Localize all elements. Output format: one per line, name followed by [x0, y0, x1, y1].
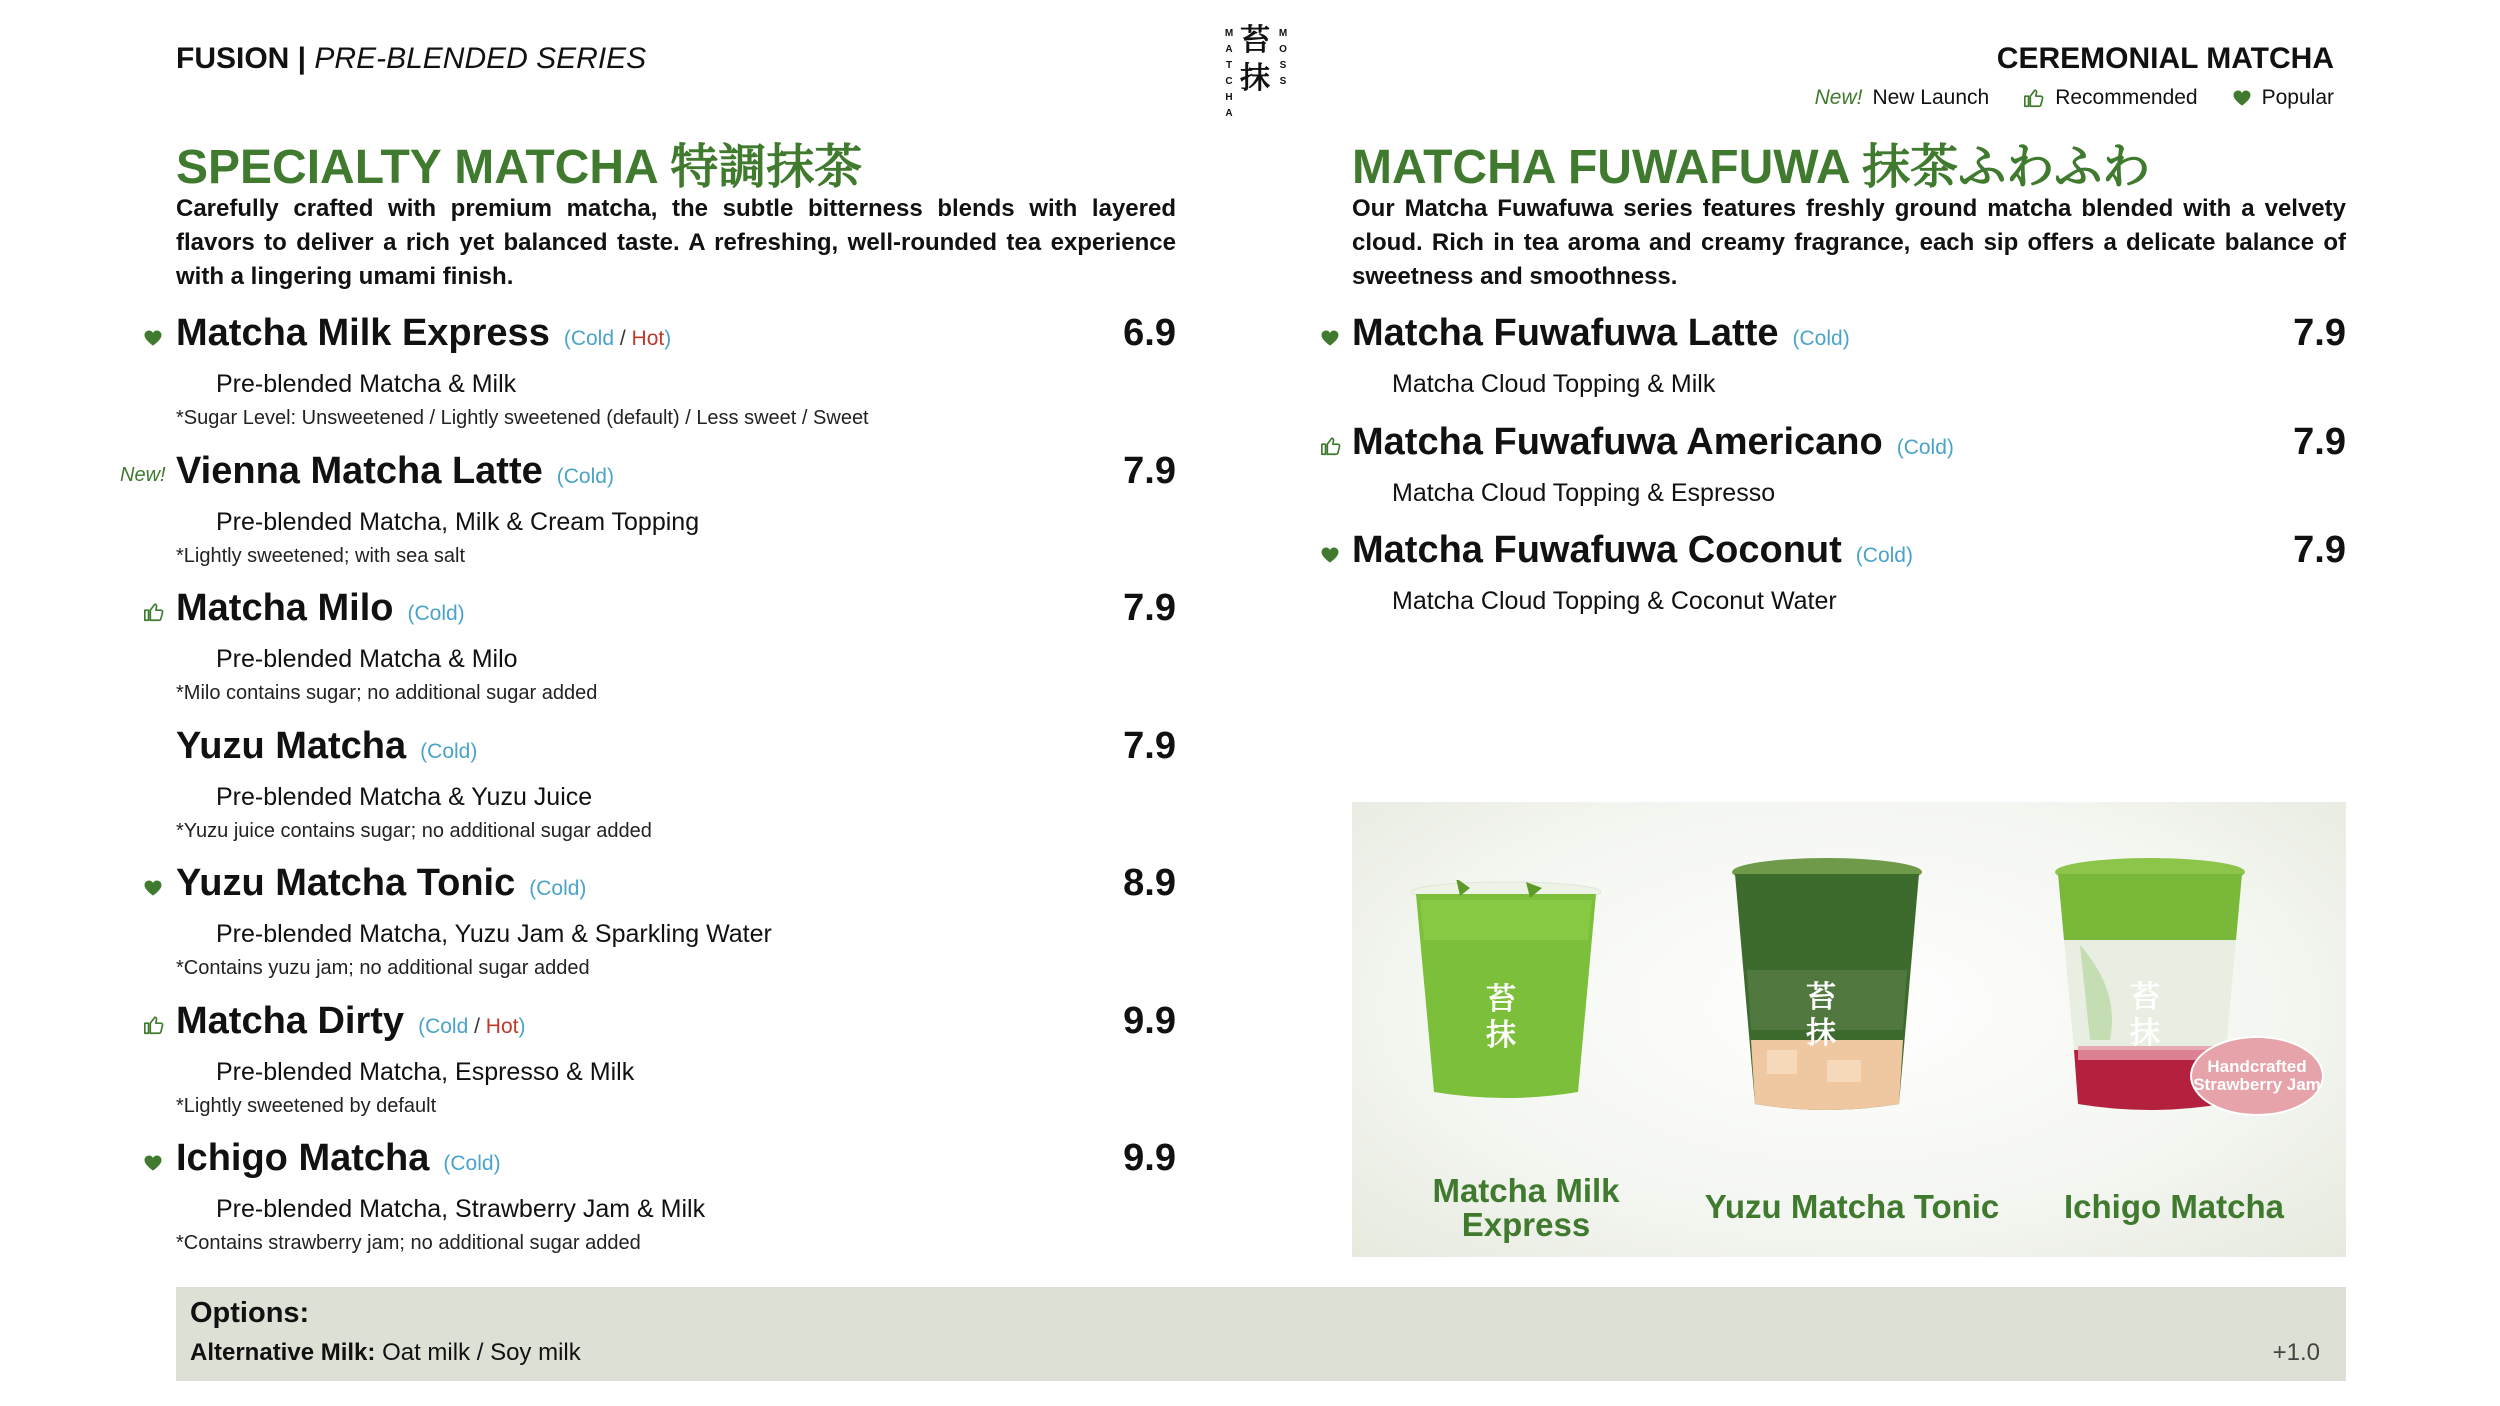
item-description: Matcha Cloud Topping & Espresso — [1392, 478, 1776, 507]
menu-item — [1352, 312, 2346, 422]
menu-item — [176, 862, 1176, 979]
item-name: Matcha Dirty (Cold / Hot) — [176, 999, 526, 1042]
temperature-options: (Cold) — [556, 464, 614, 488]
legend — [1815, 86, 2334, 110]
menu-item — [176, 449, 1176, 567]
popular-heart-icon — [1320, 545, 1340, 570]
item-price: 7.9 — [2293, 529, 2346, 571]
cup-logo: 苔 抹 — [1806, 980, 1836, 1051]
item-price: 7.9 — [2293, 312, 2346, 354]
brand-logo — [1222, 22, 1290, 119]
item-name: Vienna Matcha Latte (Cold) — [176, 449, 614, 492]
legend-popular-label: Popular — [2261, 86, 2334, 109]
menu-item — [1352, 421, 2346, 531]
popular-heart-icon — [143, 328, 163, 353]
recommended-thumbs-up-icon — [143, 601, 165, 628]
logo-right-letters: M O S S — [1278, 28, 1288, 87]
temperature-options: (Cold) — [529, 877, 587, 900]
item-description: Pre-blended Matcha, Espresso & Milk — [216, 1057, 635, 1086]
menu-item — [176, 724, 1176, 842]
temperature-options: (Cold) — [1855, 544, 1913, 567]
item-name: Ichigo Matcha (Cold) — [176, 1137, 501, 1179]
item-price: 7.9 — [1123, 587, 1176, 629]
item-price: 7.9 — [2293, 420, 2346, 463]
legend-recommended-label: Recommended — [2055, 86, 2198, 109]
item-name: Matcha Fuwafuwa Americano (Cold) — [1352, 420, 1954, 463]
item-note: *Lightly sweetened by default — [176, 1094, 437, 1117]
specialty-title: SPECIALTY MATCHA 特調抹茶 — [176, 141, 863, 194]
cup-logo: 苔 抹 — [1486, 982, 1516, 1053]
item-price: 8.9 — [1123, 862, 1176, 904]
temperature-options: (Cold) — [407, 602, 465, 625]
item-note: *Contains yuzu jam; no additional sugar added — [176, 957, 590, 979]
handcrafted-jam-badge: Handcrafted Strawberry Jam — [2190, 1036, 2324, 1116]
item-name: Yuzu Matcha (Cold) — [176, 724, 478, 767]
temperature-options: (Cold) — [1896, 435, 1954, 459]
temperature-options: (Cold) — [420, 739, 478, 763]
caption-matcha-milk-express: Matcha Milk Express — [1432, 1172, 1620, 1243]
item-description: Matcha Cloud Topping & Milk — [1392, 370, 1716, 398]
item-description: Pre-blended Matcha & Milk — [216, 370, 517, 398]
item-name: Yuzu Matcha Tonic (Cold) — [176, 862, 587, 904]
item-price: 7.9 — [1123, 449, 1176, 492]
heart-icon — [2232, 88, 2252, 108]
menu-item — [176, 312, 1176, 429]
item-description: Matcha Cloud Topping & Coconut Water — [1392, 587, 1837, 615]
menu-item — [176, 1137, 1176, 1254]
series-title: FUSION | PRE-BLENDED SERIES — [176, 42, 647, 75]
item-price: 9.9 — [1123, 1137, 1176, 1179]
cup-logo: 苔 抹 — [2130, 980, 2160, 1051]
recommended-thumbs-up-icon — [143, 1014, 165, 1041]
item-note: *Milo contains sugar; no additional sugar added — [176, 682, 598, 704]
fuwafuwa-title: MATCHA FUWAFUWA 抹茶ふわふわ — [1352, 141, 2151, 194]
temperature-options: (Cold / Hot) — [418, 1014, 526, 1038]
item-description: Pre-blended Matcha, Milk & Cream Topping — [216, 507, 700, 536]
item-note: *Contains strawberry jam; no additional sugar added — [176, 1232, 641, 1254]
recommended-thumbs-up-icon — [1320, 435, 1342, 462]
fuwafuwa-description: Our Matcha Fuwafuwa series features freshly ground matcha blended with a velvety cloud. Rich in tea aroma and creamy fragrance, each sip offers a delicate balance of sweetness and smoothness. — [1352, 195, 2346, 290]
options-price: +1.0 — [2272, 1339, 2320, 1366]
options-title: Options: — [190, 1297, 310, 1329]
thumbs-up-icon — [2023, 87, 2045, 109]
popular-heart-icon — [1320, 328, 1340, 353]
item-name: Matcha Milk Express (Cold / Hot) — [176, 312, 672, 354]
menu-item — [176, 587, 1176, 704]
popular-heart-icon — [143, 878, 163, 903]
temperature-options: (Cold / Hot) — [563, 327, 672, 350]
logo-cjk: 苔 抹 — [1240, 23, 1270, 96]
legend-new-label: New Launch — [1872, 86, 1990, 109]
menu-item — [176, 999, 1176, 1117]
item-description: Pre-blended Matcha, Yuzu Jam & Sparkling Water — [216, 920, 772, 948]
product-photo-panel — [1352, 802, 2346, 1257]
menu-item — [1352, 529, 2346, 639]
item-description: Pre-blended Matcha & Milo — [216, 645, 518, 673]
caption-yuzu-matcha-tonic: Yuzu Matcha Tonic — [1704, 1188, 2000, 1225]
alternative-milk-option: Alternative Milk: Oat milk / Soy milk — [190, 1339, 581, 1366]
item-name: Matcha Milo (Cold) — [176, 587, 465, 629]
popular-heart-icon — [143, 1153, 163, 1178]
legend-new-tag: New! — [1814, 86, 1863, 109]
item-note: *Sugar Level: Unsweetened / Lightly sweetened (default) / Less sweet / Sweet — [176, 407, 869, 429]
item-note: *Lightly sweetened; with sea salt — [176, 544, 466, 567]
item-price: 7.9 — [1123, 724, 1176, 767]
options-bar — [176, 1287, 2346, 1381]
item-description: Pre-blended Matcha, Strawberry Jam & Milk — [216, 1195, 706, 1223]
new-launch-tag: New! — [120, 463, 166, 486]
ceremonial-heading: CEREMONIAL MATCHA — [1996, 42, 2334, 75]
logo-left-letters: M A T C H A — [1224, 28, 1234, 119]
item-price: 6.9 — [1123, 312, 1176, 354]
temperature-options: (Cold) — [443, 1152, 501, 1175]
item-name: Matcha Fuwafuwa Coconut (Cold) — [1352, 529, 1913, 571]
item-name: Matcha Fuwafuwa Latte (Cold) — [1352, 312, 1850, 354]
temperature-options: (Cold) — [1792, 327, 1850, 350]
specialty-description: Carefully crafted with premium matcha, the subtle bitterness blends with layered flavors to deliver a rich yet balanced taste. A refreshing, well-rounded tea experience with a lingering umami finish. — [176, 195, 1176, 290]
item-description: Pre-blended Matcha & Yuzu Juice — [216, 782, 593, 811]
caption-ichigo-matcha: Ichigo Matcha — [2063, 1188, 2285, 1225]
item-price: 9.9 — [1123, 999, 1176, 1042]
item-note: *Yuzu juice contains sugar; no additional sugar added — [176, 819, 652, 842]
